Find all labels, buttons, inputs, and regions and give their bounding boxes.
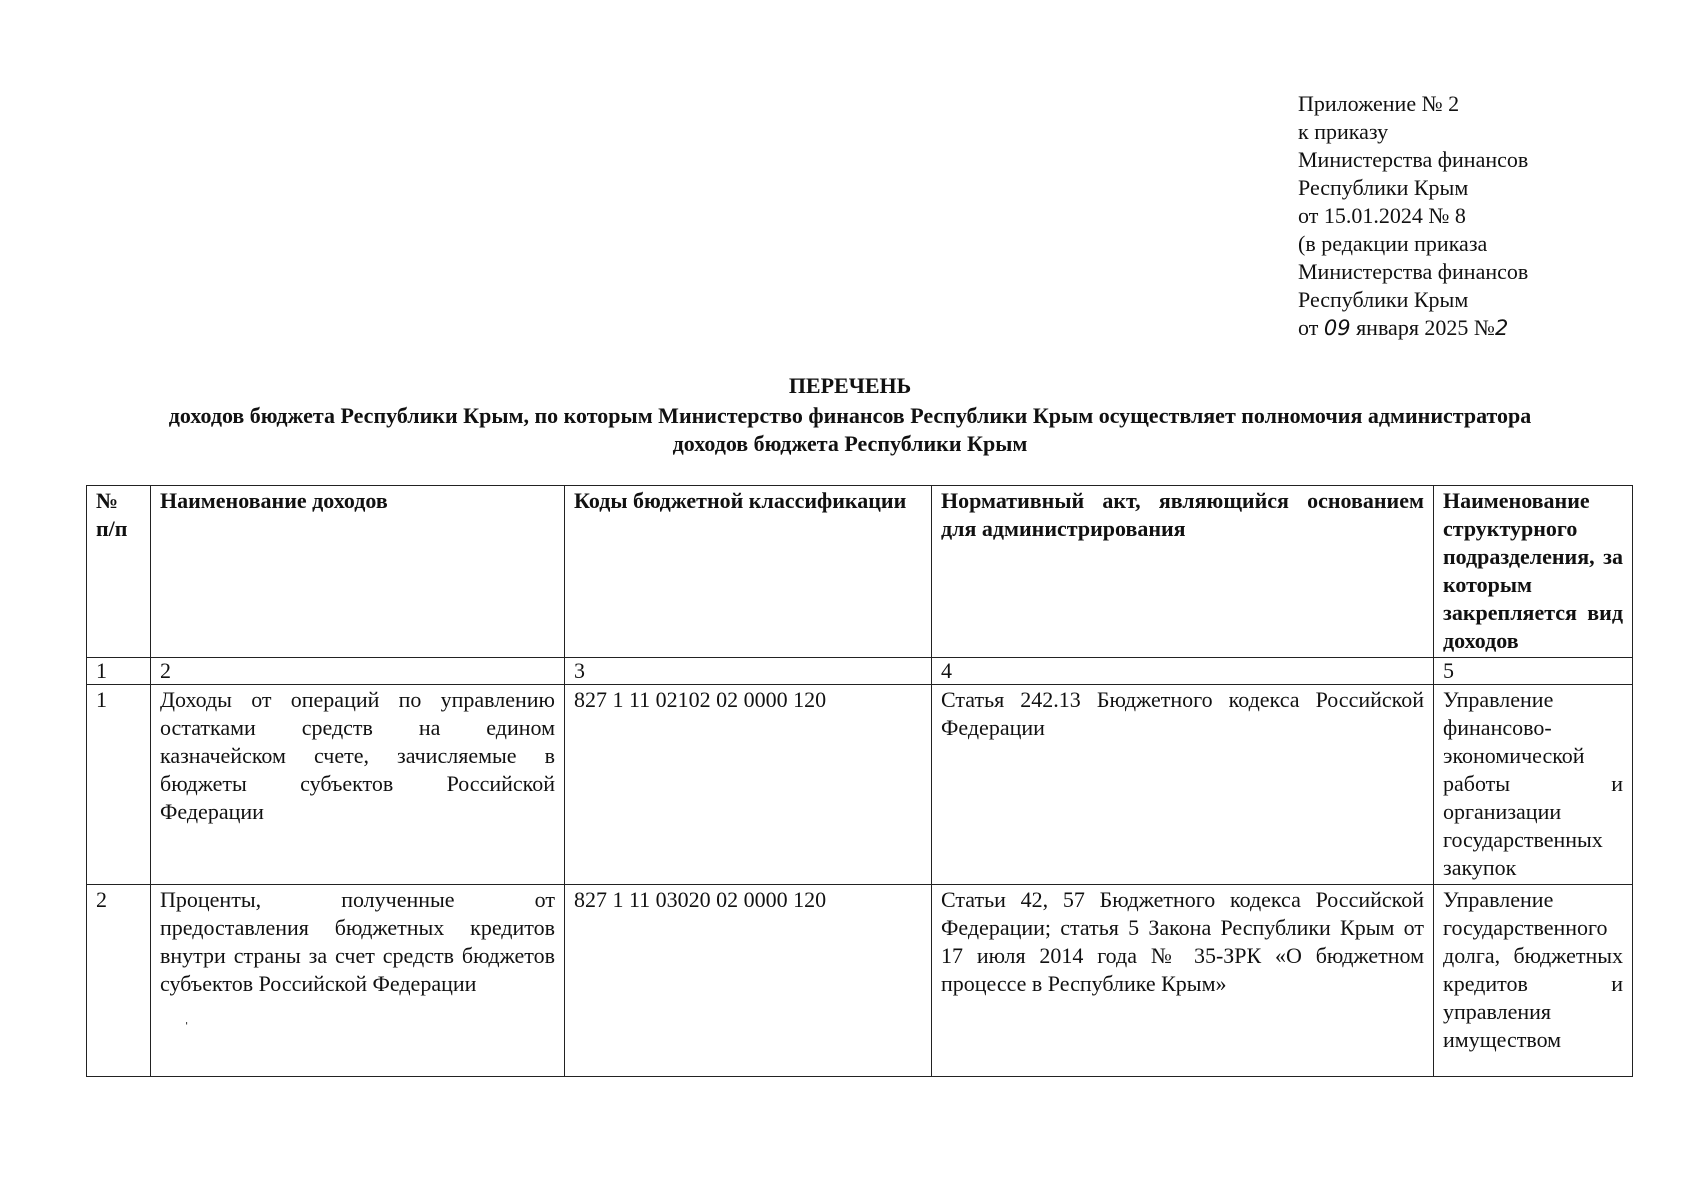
appendix-block xyxy=(1298,90,1598,342)
document-subtitle-line1: доходов бюджета Республики Крым, по которым Министерство финансов Республики Крым осуществляет полномочия администратора xyxy=(168,403,1532,428)
header-cell-name: Наименование доходов xyxy=(151,486,565,658)
stray-mark: ˌ xyxy=(184,1008,190,1025)
appendix-date-prefix: от xyxy=(1298,315,1319,340)
appendix-line: (в редакции приказа xyxy=(1298,231,1488,256)
column-number-cell: 5 xyxy=(1434,658,1633,685)
table-row xyxy=(87,685,1633,885)
appendix-line: Республики Крым xyxy=(1298,287,1469,312)
document-subtitle-line2: доходов бюджета Республики Крым xyxy=(672,431,1028,456)
legal-act-cell: Статья 242.13 Бюджетного кодекса Российской Федерации xyxy=(932,685,1434,885)
header-cell-number: № п/п xyxy=(87,486,151,658)
row-number-cell: 2 xyxy=(87,885,151,1077)
appendix-line: от 15.01.2024 № 8 xyxy=(1298,203,1466,228)
income-table xyxy=(86,485,1633,1077)
appendix-line: к приказу xyxy=(1298,119,1389,144)
income-name-cell: Доходы от операций по управлению остатками средств на едином казначейском счете, зачисляемые в бюджеты субъектов Российской Федерации xyxy=(151,685,565,885)
appendix-line: Приложение № 2 xyxy=(1298,91,1460,116)
income-name-cell xyxy=(151,885,565,1077)
handwritten-number: 2 xyxy=(1494,316,1509,340)
handwritten-day: 09 xyxy=(1323,316,1351,340)
table-header-row xyxy=(87,486,1633,658)
legal-act-cell: Статьи 42, 57 Бюджетного кодекса Российской Федерации; статья 5 Закона Республики Крым от 17 июля 2014 года № 35-ЗРК «О бюджетном процессе в Республике Крым» xyxy=(932,885,1434,1077)
document-title: ПЕРЕЧЕНЬ xyxy=(788,373,912,398)
header-cell-division: Наименование структурного подразделения, за которым закрепляется вид доходов xyxy=(1434,486,1633,658)
header-cell-code: Коды бюджетной классификации xyxy=(565,486,932,658)
income-name-text: Проценты, полученные от предоставления бюджетных кредитов внутри страны за счет средств бюджетов субъектов Российской Федерации xyxy=(160,887,555,996)
column-number-row xyxy=(87,658,1633,685)
budget-code-cell: 827 1 11 03020 02 0000 120 xyxy=(565,885,932,1077)
appendix-line: Министерства финансов xyxy=(1298,259,1529,284)
budget-code-cell: 827 1 11 02102 02 0000 120 xyxy=(565,685,932,885)
column-number-cell: 1 xyxy=(87,658,151,685)
table-row xyxy=(87,885,1633,1077)
header-cell-act: Нормативный акт, являющийся основанием для администрирования xyxy=(932,486,1434,658)
appendix-date-middle: января 2025 № xyxy=(1356,315,1495,340)
column-number-cell: 3 xyxy=(565,658,932,685)
division-cell: Управление финансово-экономической работы и организации государственных закупок xyxy=(1434,685,1633,885)
appendix-date-line xyxy=(1298,314,1598,342)
division-cell: Управление государственного долга, бюджетных кредитов и управления имуществом xyxy=(1434,885,1633,1077)
appendix-line: Республики Крым xyxy=(1298,175,1469,200)
appendix-line: Министерства финансов xyxy=(1298,147,1529,172)
column-number-cell: 4 xyxy=(932,658,1434,685)
column-number-cell: 2 xyxy=(151,658,565,685)
row-number-cell: 1 xyxy=(87,685,151,885)
